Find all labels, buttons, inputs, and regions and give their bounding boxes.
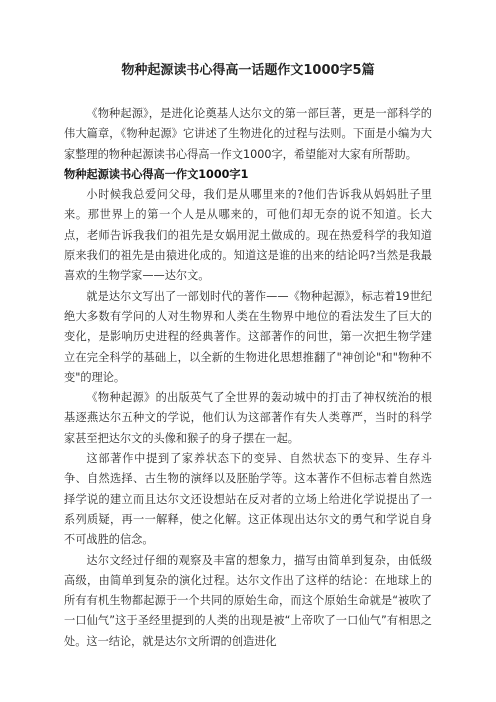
body-paragraph-4: 这部著作中提到了家养状态下的变异、自然状态下的变异、生存斗争、自然选择、古生物的演绎以及胚胎学等。这本著作不但标志着自然选择学说的建立而且达尔文还设想站在反对者的立场上给进化学说提出了一系列质疑，再一一解释，使之化解。这正体现出达尔文的勇气和学说自身不可战胜的信念。 bbox=[64, 452, 432, 547]
document-title: 物种起源读书心得高一话题作文1000字5篇 bbox=[121, 63, 375, 78]
body-paragraph-3: 《物种起源》的出版英气了全世界的轰动城中的打击了神权统治的根基逐燕达尔五种文的学说，他们认为这部著作有失人类尊严，当时的科学家甚至把达尔文的头像和猴子的身子摆在一起。 bbox=[64, 391, 432, 445]
body-paragraph-5: 达尔文经过仔细的观察及丰富的想象力，描写由简单到复杂，由低级高级，由简单到复杂的演化过程。达尔文作出了这样的结论：在地球上的所有有机生物都起源于一个共同的原始生命，而这个原始生命就是“被吹了一口仙气”这于圣经里提到的人类的出现是被“上帝吹了一口仙气”有相思之处。这一结论，就是达尔文所谓的创造进化 bbox=[64, 553, 432, 648]
body-paragraph-1: 小时候我总爱问父母，我们是从哪里来的?他们告诉我从妈妈肚子里来。那世界上的第一个人是从哪来的，可他们却无奈的说不知道。长大点，老师告诉我我们的祖先是女娲用泥土做成的。现在热爱科学的我知道原来我们的祖先是由猿进化成的。知道这是谁的出来的结论吗?当然是我最喜欢的生物学家——达尔文。 bbox=[64, 188, 432, 283]
section-heading: 物种起源读书心得高一作文1000字1 bbox=[64, 167, 249, 181]
intro-paragraph: 《物种起源》，是进化论奠基人达尔文的第一部巨著，更是一部科学的伟大篇章，《物种起源》它讲述了生物进化的过程与法则。下面是小编为大家整理的物种起源读书心得高一作文1000字，希望能对大家有所帮助。 bbox=[64, 107, 432, 161]
body-paragraph-2: 就是达尔文写出了一部划时代的著作——《物种起源》，标志着19世纪绝大多数有学问的人对生物界和人类在生物界中地位的看法发生了巨大的变化，是影响历史进程的经典著作。这部著作的问世，第一次把生物学建立在完全科学的基础上，以全新的生物进化思想推翻了"神创论"和"物种不变"的理论。 bbox=[64, 289, 432, 384]
